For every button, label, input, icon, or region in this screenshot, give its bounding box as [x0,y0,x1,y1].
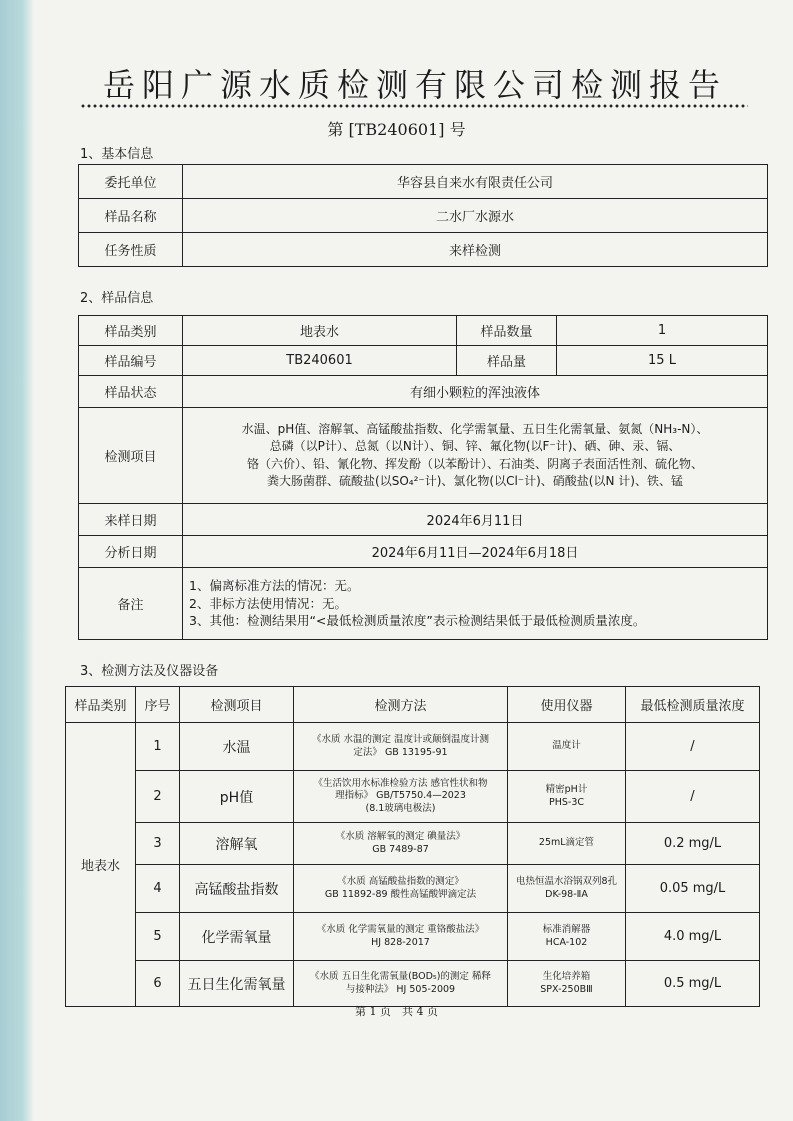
method-line: 《水质 五日生化需氧量(BOD₅)的测定 稀释 [310,971,491,983]
title-divider [80,104,748,108]
instrument-line: PHS-3C [548,796,584,808]
sample-state-value: 有细小颗粒的浑浊液体 [183,376,768,408]
sample-count-label: 样品数量 [457,316,557,346]
test-items-label: 检测项目 [79,408,183,504]
test-items-value [183,408,768,504]
remark-line: 1、偏离标准方法的情况：无。 [189,578,360,594]
row-limit: 4.0 mg/L [626,913,760,961]
table-row [66,961,760,1007]
header-method: 检测方法 [294,687,508,723]
instrument-line: 电热恒温水浴锅双列8孔 [515,875,618,887]
row-instrument [508,913,626,961]
task-type-value: 来样检测 [183,233,768,267]
row-item: 溶解氧 [180,823,294,865]
row-no: 1 [136,723,180,771]
instrument-line: 标准消解器 [542,923,591,935]
test-items-line: 铬（六价）、铅、氰化物、挥发酚（以苯酚计）、石油类、阴离子表面活性剂、硫化物、 [246,456,703,471]
table-row [66,865,760,913]
report-title: 岳阳广源水质检测有限公司检测报告 [102,66,727,104]
analysis-date-value: 2024年6月11日—2024年6月18日 [183,536,768,568]
received-date-label: 来样日期 [79,504,183,536]
row-instrument [508,865,626,913]
table-row [66,913,760,961]
header-no: 序号 [136,687,180,723]
table-row [79,568,768,640]
method-category: 地表水 [66,723,136,1007]
table-row [66,723,760,771]
row-limit: 0.5 mg/L [626,961,760,1007]
remarks-value [183,568,768,640]
row-instrument [508,771,626,823]
method-line: 《水质 水温的测定 温度计或颠倒温度计测 [311,734,490,746]
instrument-line: HCA-102 [545,936,588,948]
remark-line: 2、非标方法使用情况：无。 [189,595,347,611]
client-value: 华容县自来水有限责任公司 [183,165,768,199]
table-row [66,823,760,865]
row-instrument [508,723,626,771]
row-no: 3 [136,823,180,865]
method-line: 定法》 GB 13195-91 [353,746,448,758]
remarks-label: 备注 [79,568,183,640]
header-item: 检测项目 [180,687,294,723]
method-line: HJ 828-2017 [371,936,430,948]
page-footer: 第 1 页 共 4 页 [355,1005,438,1018]
method-line: GB 7489-87 [372,843,429,855]
row-instrument [508,961,626,1007]
row-no: 2 [136,771,180,823]
row-item: pH值 [180,771,294,823]
instrument-line: 生化培养箱 [542,970,591,982]
table-row [79,504,768,536]
row-limit: 0.2 mg/L [626,823,760,865]
remark-line: 3、其他：检测结果用“<最低检测质量浓度”表示检测结果低于最低检测质量浓度。 [189,613,646,629]
table-row [79,536,768,568]
row-method [294,961,508,1007]
method-line: 《生活饮用水标准检验方法 感官性状和物 [313,777,488,789]
row-limit: / [626,723,760,771]
row-no: 4 [136,865,180,913]
instrument-line: 温度计 [552,740,581,752]
method-line: 与接种法》 HJ 505-2009 [345,983,456,995]
instrument-line: DK-98-ⅡA [545,888,588,900]
test-items-line: 水温、pH值、溶解氧、高锰酸盐指数、化学需氧量、五日生化需氧量、氨氮（NH₃-N）、 [241,421,709,436]
table-row [79,376,768,408]
header-category: 样品类别 [66,687,136,723]
row-method [294,771,508,823]
table-row [66,771,760,823]
section-basic-heading: 1、基本信息 [80,147,154,162]
sample-name-label: 样品名称 [79,199,183,233]
sample-category-value: 地表水 [183,316,457,346]
sample-amount-label: 样品量 [457,346,557,376]
test-items-line: 总磷（以P计）、总氮（以N计）、铜、锌、氟化物(以F⁻计)、硒、砷、汞、镉、 [269,439,681,454]
row-limit: 0.05 mg/L [626,865,760,913]
received-date-value: 2024年6月11日 [183,504,768,536]
sample-name-value: 二水厂水源水 [183,199,768,233]
row-item: 高锰酸盐指数 [180,865,294,913]
row-method [294,913,508,961]
row-limit: / [626,771,760,823]
instrument-line: 精密pH计 [545,783,588,795]
header-limit: 最低检测质量浓度 [626,687,760,723]
sample-category-label: 样品类别 [79,316,183,346]
sample-id-label: 样品编号 [79,346,183,376]
row-method [294,723,508,771]
row-instrument [508,823,626,865]
section-sample-heading: 2、样品信息 [80,291,154,306]
row-method [294,823,508,865]
table-row [79,346,768,376]
row-item: 水温 [180,723,294,771]
table-row [79,199,768,233]
row-item: 化学需氧量 [180,913,294,961]
row-item: 五日生化需氧量 [180,961,294,1007]
sample-state-label: 样品状态 [79,376,183,408]
basic-info-table [78,164,768,267]
method-line: 理指标》 GB/T5750.4—2023 [335,790,466,802]
table-row [79,408,768,504]
method-line: 《水质 高锰酸盐指数的测定》 [337,876,464,888]
analysis-date-label: 分析日期 [79,536,183,568]
sample-id-value: TB240601 [183,346,457,376]
sample-amount-value: 15 L [557,346,768,376]
table-row [79,233,768,267]
sample-info-table [78,315,768,640]
report-number: 第 [TB240601] 号 [327,120,466,139]
instrument-line: SPX-250BⅢ [540,983,593,995]
header-instrument: 使用仪器 [508,687,626,723]
table-row [79,165,768,199]
instrument-line: 25mL滴定管 [538,837,595,849]
method-line: GB 11892-89 酸性高锰酸钾滴定法 [324,888,477,900]
methods-table [65,686,760,1007]
row-no: 5 [136,913,180,961]
sample-count-value: 1 [557,316,768,346]
method-line: 《水质 化学需氧量的测定 重铬酸盐法》 [316,924,485,936]
client-label: 委托单位 [79,165,183,199]
section-methods-heading: 3、检测方法及仪器设备 [80,664,219,679]
method-line: 《水质 溶解氧的测定 碘量法》 [335,831,466,843]
test-items-line: 粪大肠菌群、硫酸盐(以SO₄²⁻计)、氯化物(以Cl⁻计)、硝酸盐(以N 计)、铁、锰 [267,473,683,488]
row-no: 6 [136,961,180,1007]
table-header-row [66,687,760,723]
task-type-label: 任务性质 [79,233,183,267]
table-row [79,316,768,346]
method-line: (8.1玻璃电极法) [365,802,436,814]
row-method [294,865,508,913]
